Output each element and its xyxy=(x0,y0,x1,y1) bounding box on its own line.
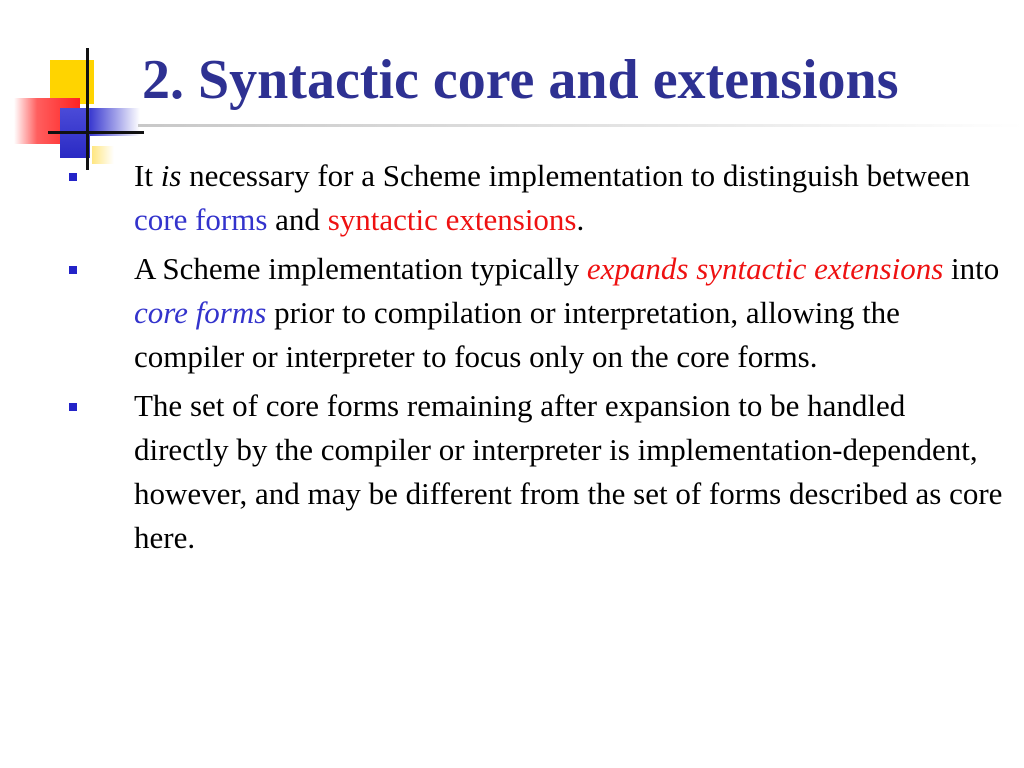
bullet-text: It xyxy=(134,158,161,193)
bullet-text: . xyxy=(576,202,585,237)
bullet-list xyxy=(0,154,1024,565)
bullet-square-icon xyxy=(69,173,77,181)
bullet-item xyxy=(0,247,1024,379)
bullet-text: prior to compilation or interpretation, allowing the compiler or interpreter to focus only on the core forms. xyxy=(134,295,900,374)
bullet-text: and xyxy=(267,202,328,237)
bullet-text: necessary for a Scheme implementation to distinguish between xyxy=(181,158,970,193)
term-core-forms: core forms xyxy=(134,295,267,330)
term-syntactic-extensions: syntactic extensions xyxy=(327,202,577,237)
bullet-item xyxy=(0,384,1024,560)
logo-vertical-line xyxy=(86,48,89,170)
bullet-square-icon xyxy=(69,403,77,411)
term-expands-syntactic-extensions: expands syntactic extensions xyxy=(586,251,944,286)
bullet-text: A Scheme implementation typically xyxy=(134,251,587,286)
title-underline xyxy=(138,124,1024,127)
slide-logo-decoration xyxy=(0,0,140,175)
bullet-square-icon xyxy=(69,266,77,274)
logo-horizontal-line xyxy=(48,131,144,134)
bullet-item xyxy=(0,154,1024,242)
bullet-text: into xyxy=(943,251,1000,286)
term-core-forms: core forms xyxy=(134,202,268,237)
slide-title: 2. Syntactic core and extensions xyxy=(142,49,899,111)
bullet-emphasis: is xyxy=(160,158,182,193)
bullet-text: The set of core forms remaining after expansion to be handled directly by the compiler or interpreter is implementation-dependent, however, and may be different from the set of forms described as core here. xyxy=(134,388,1003,555)
